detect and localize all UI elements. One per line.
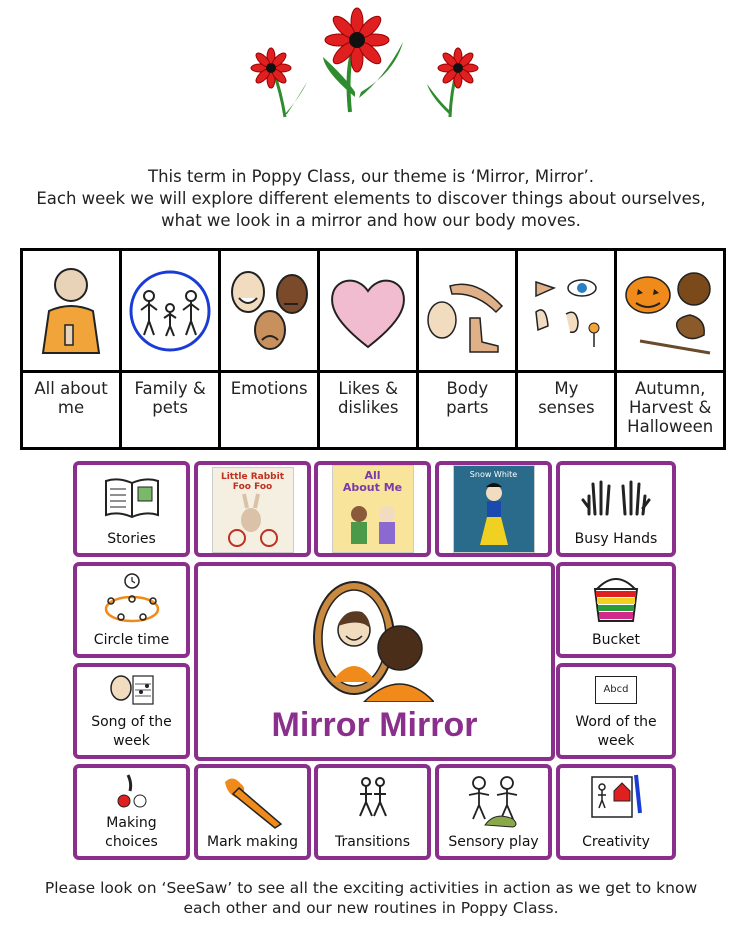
outro-line: Please look on ‘SeeSaw’ to see all the exciting activities in action as we get to know — [44, 879, 698, 897]
circle-time-icon — [99, 571, 165, 627]
hands-icon — [581, 478, 651, 518]
theme-label: Halloween — [627, 417, 714, 436]
theme-all-about-me — [23, 251, 119, 447]
person-icon — [31, 263, 111, 358]
theme-label: Harvest & — [629, 398, 712, 417]
card-label: Mark making — [207, 834, 298, 850]
book-rabbit-foo-foo-card[interactable] — [194, 461, 311, 557]
creativity-card[interactable] — [556, 764, 676, 860]
song-of-the-week-card[interactable] — [73, 663, 190, 759]
book-title: Snow White — [469, 470, 518, 479]
walking-people-icon — [348, 776, 398, 826]
mirror-mirror-panel — [194, 562, 555, 761]
theme-my-senses — [518, 251, 614, 447]
family-icon — [127, 268, 213, 354]
card-label: Creativity — [582, 834, 650, 850]
heart-icon — [327, 271, 409, 351]
theme-emotions — [221, 251, 317, 447]
princess-icon — [454, 479, 534, 549]
theme-label: Autumn, — [634, 379, 706, 398]
theme-label: Likes & — [338, 379, 399, 398]
book-cover — [212, 467, 294, 553]
card-label: week — [597, 733, 635, 749]
theme-label: Family & — [134, 379, 206, 398]
transitions-card[interactable] — [314, 764, 431, 860]
theme-label: parts — [446, 398, 489, 417]
center-title: Mirror Mirror — [271, 706, 478, 744]
card-label: Stories — [107, 531, 156, 547]
body-parts-icon — [422, 268, 512, 354]
book-all-about-me-card[interactable] — [314, 461, 431, 557]
theme-label: dislikes — [337, 398, 399, 417]
activities-grid — [73, 461, 676, 863]
book-cover — [332, 465, 414, 553]
card-label: Busy Hands — [574, 531, 658, 547]
busy-hands-card[interactable] — [556, 461, 676, 557]
book-title: About Me — [342, 481, 403, 494]
mirror-icon — [304, 574, 434, 702]
sensory-play-card[interactable] — [435, 764, 552, 860]
theme-body-parts — [419, 251, 515, 447]
card-label: Making — [106, 815, 157, 831]
intro-line: This term in Poppy Class, our theme is ‘Mirror, Mirror’. — [148, 167, 594, 186]
theme-label: pets — [152, 398, 188, 417]
intro-text — [0, 166, 742, 232]
theme-label: All about — [34, 379, 108, 398]
book-title: All — [364, 469, 381, 482]
poppy-flowers-icon — [245, 2, 495, 127]
open-book-icon — [102, 475, 162, 521]
choices-icon — [110, 773, 154, 809]
rabbit-icon — [213, 492, 293, 548]
card-label: Song of the — [91, 714, 172, 730]
theme-label: Body — [446, 379, 489, 398]
card-label: choices — [105, 834, 158, 850]
book-snow-white-card[interactable] — [435, 461, 552, 557]
senses-icon — [526, 268, 606, 354]
book-cover — [453, 465, 535, 553]
pumpkin-icon — [620, 263, 720, 359]
themes-table — [20, 248, 726, 450]
card-label: week — [113, 733, 150, 749]
theme-label: My — [554, 379, 579, 398]
outro-text — [0, 878, 742, 918]
circle-time-card[interactable] — [73, 562, 190, 658]
theme-label: me — [57, 398, 85, 417]
paintbrush-icon — [586, 773, 646, 829]
card-label: Sensory play — [448, 834, 539, 850]
theme-family-pets — [122, 251, 218, 447]
outro-line: each other and our new routines in Poppy Class. — [183, 899, 559, 917]
sensory-icon — [459, 773, 529, 829]
crayon-icon — [215, 772, 291, 830]
book-title: Little Rabbit Foo Foo — [220, 472, 285, 492]
stories-card[interactable] — [73, 461, 190, 557]
bucket-card[interactable] — [556, 562, 676, 658]
card-label: Bucket — [592, 632, 640, 648]
card-label: Word of the — [575, 714, 657, 730]
word-of-the-week-card[interactable] — [556, 663, 676, 759]
card-label: Circle time — [93, 632, 170, 648]
word-card-icon: Abcd — [595, 676, 637, 704]
faces-icon — [224, 266, 314, 356]
making-choices-card[interactable] — [73, 764, 190, 860]
theme-likes-dislikes — [320, 251, 416, 447]
theme-label: Emotions — [230, 379, 308, 398]
theme-label: senses — [538, 398, 595, 417]
intro-line: Each week we will explore different elements to discover things about ourselves, — [36, 189, 706, 208]
theme-autumn — [617, 251, 723, 447]
intro-line: what we look in a mirror and how our body moves. — [161, 211, 581, 230]
singing-music-icon — [109, 672, 155, 708]
card-label: Transitions — [335, 834, 410, 850]
bucket-icon — [591, 573, 641, 625]
mark-making-card[interactable] — [194, 764, 311, 860]
children-icon — [333, 494, 413, 550]
